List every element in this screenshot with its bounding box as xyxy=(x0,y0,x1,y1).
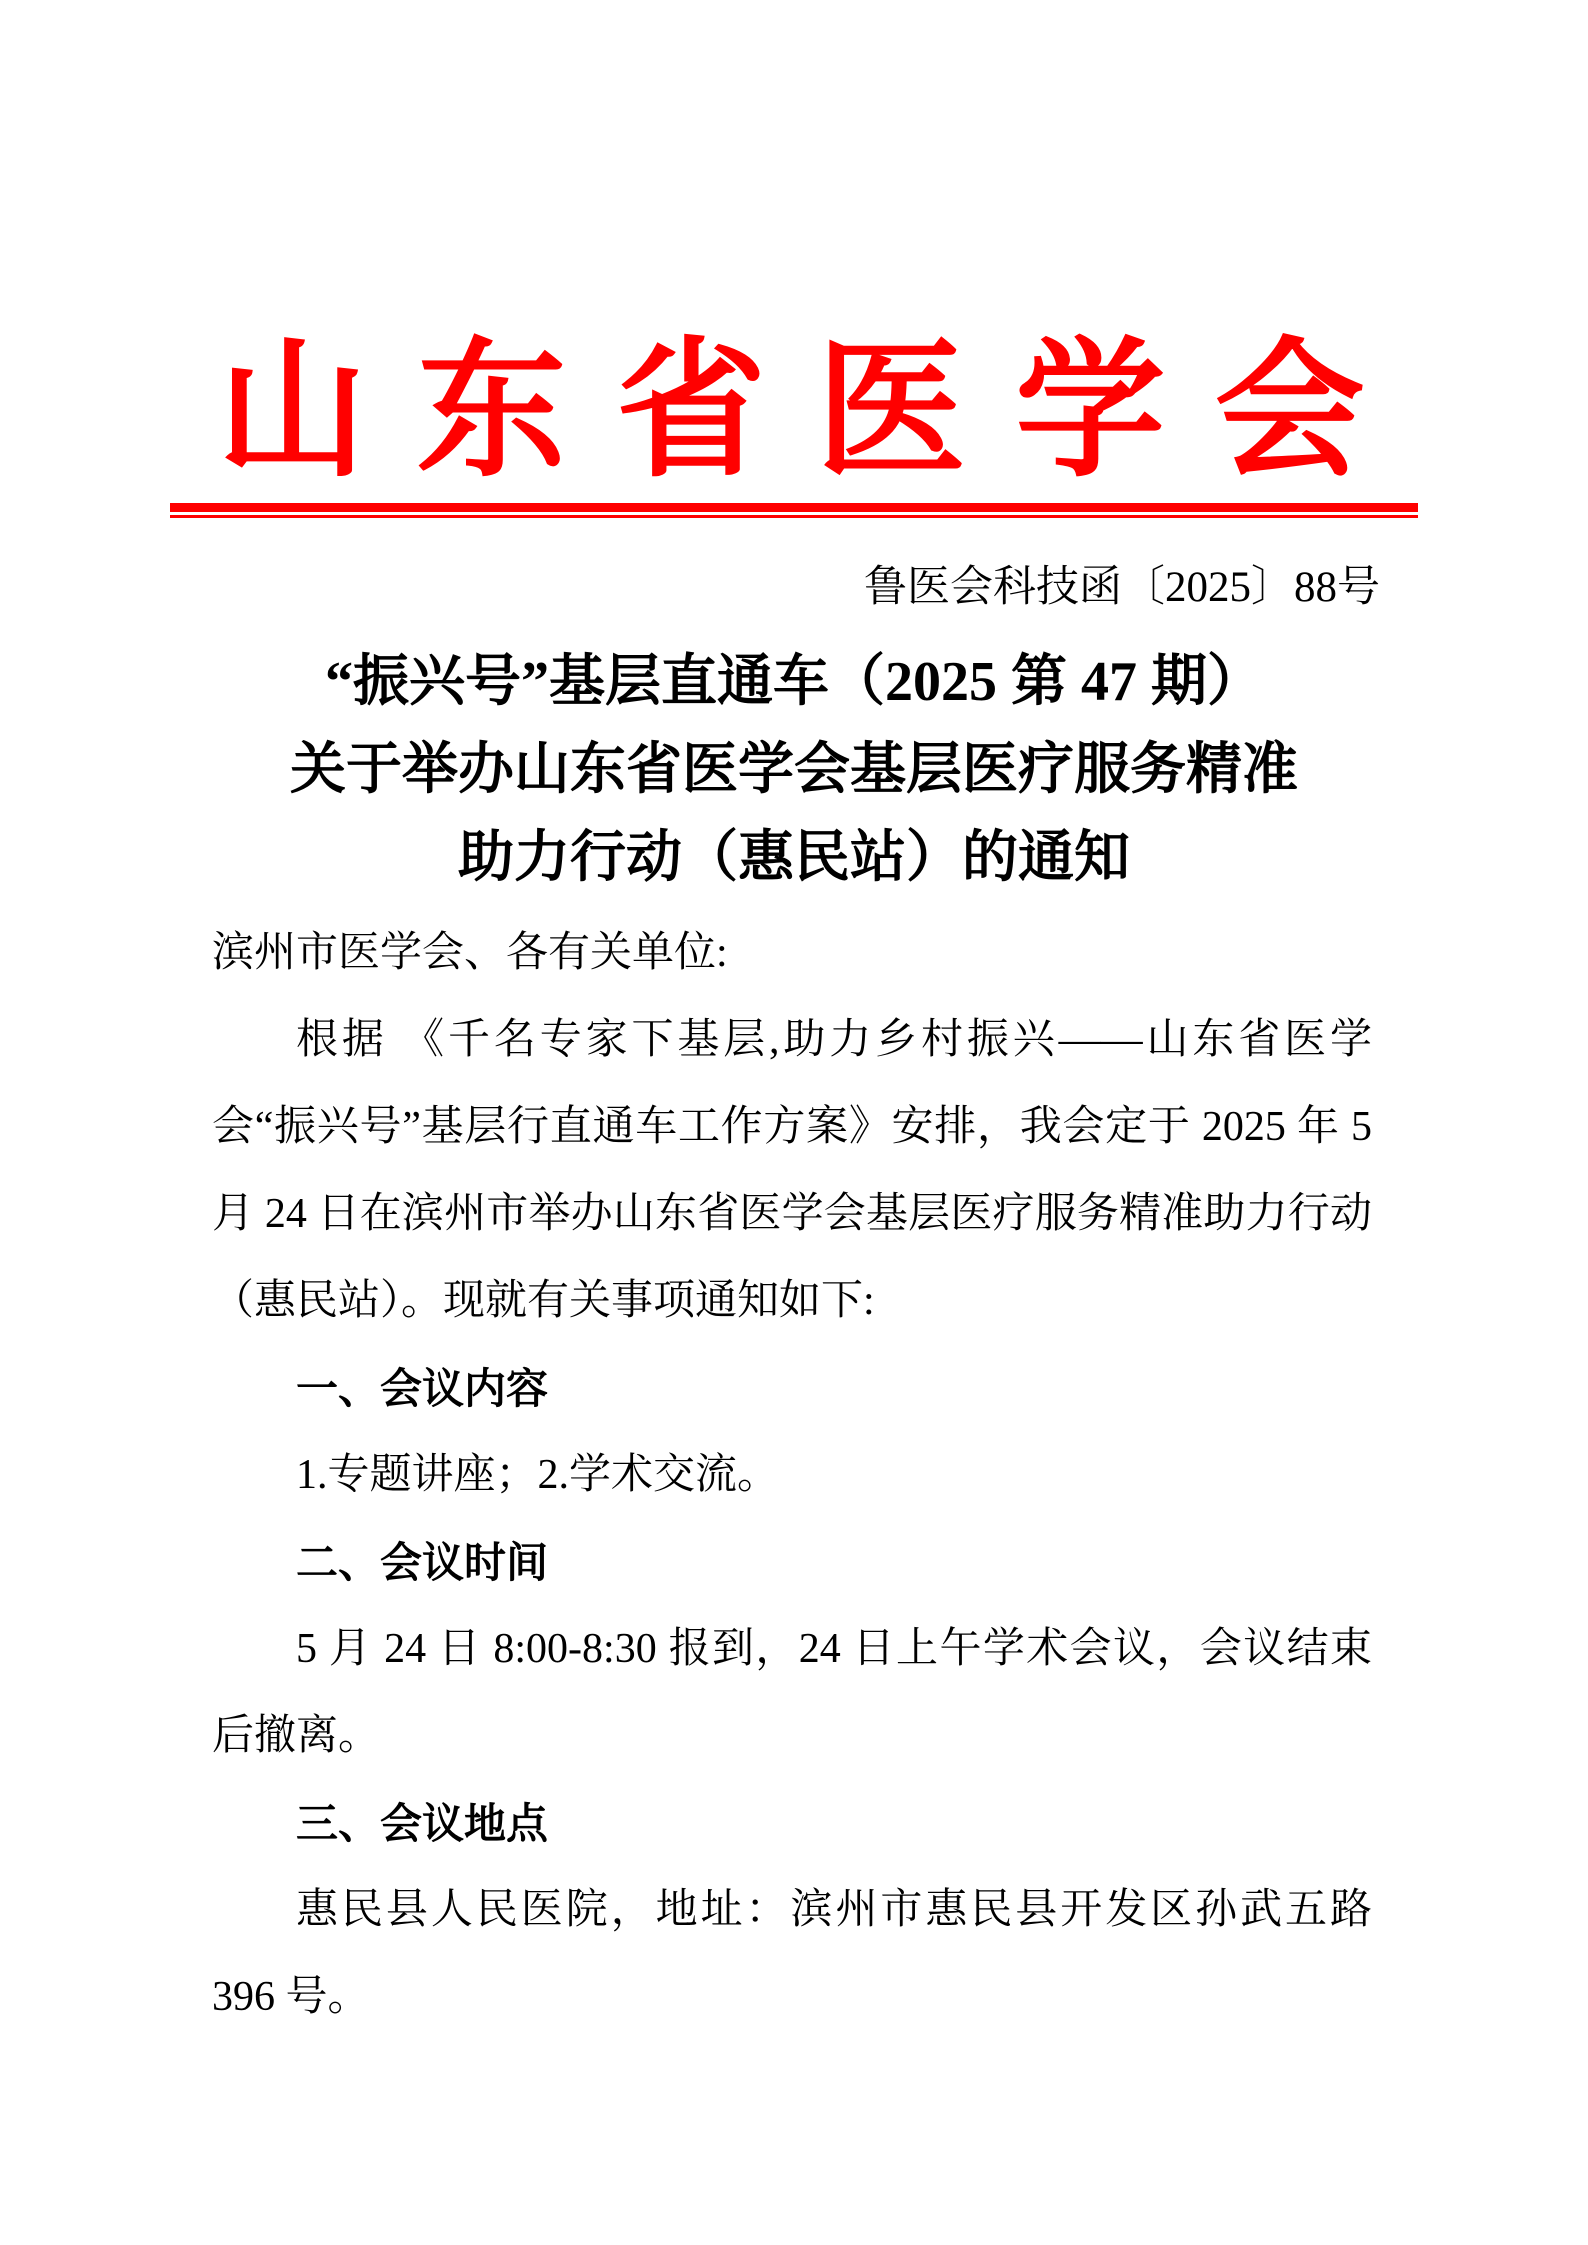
document-title-line-1: “振兴号”基层直通车（2025 第 47 期） xyxy=(325,651,1263,713)
document-title-line-3: 助力行动（惠民站）的通知 xyxy=(458,827,1130,889)
salutation: 滨州市医学会、各有关单位: xyxy=(212,930,728,976)
section-2-body: 5 月 24 日 8:00-8:30 报到，24 日上午学术会议，会议结束后撤离。 xyxy=(212,1626,1372,1759)
section-2-heading: 二、会议时间 xyxy=(296,1539,549,1586)
section-1-heading: 一、会议内容 xyxy=(296,1365,549,1412)
section-1-body: 1.专题讲座；2.学术交流。 xyxy=(296,1452,780,1498)
letterhead-title: 山 东 省 医 学 会 xyxy=(217,329,1371,495)
document-body xyxy=(212,910,1372,2041)
intro-paragraph: 根据 《千名专家下基层,助力乡村振兴——山东省医学会“振兴号”基层行直通车工作方案》安排，我会定于 2025 年 5 月 24 日在滨州市举办山东省医学会基层医疗服务精准助力行动（惠民站）。现就有关事项通知如下: xyxy=(212,1017,1372,1324)
letterhead-divider-line xyxy=(170,503,1418,518)
section-3-body: 惠民县人民医院，地址：滨州市惠民县开发区孙武五路 396 号。 xyxy=(212,1887,1372,2020)
document-title-line-2: 关于举办山东省医学会基层医疗服务精准 xyxy=(290,739,1298,801)
document-reference-number: 鲁医会科技函〔2025〕88号 xyxy=(864,564,1380,611)
section-3-heading: 三、会议地点 xyxy=(296,1800,549,1847)
document-title xyxy=(0,638,1588,902)
